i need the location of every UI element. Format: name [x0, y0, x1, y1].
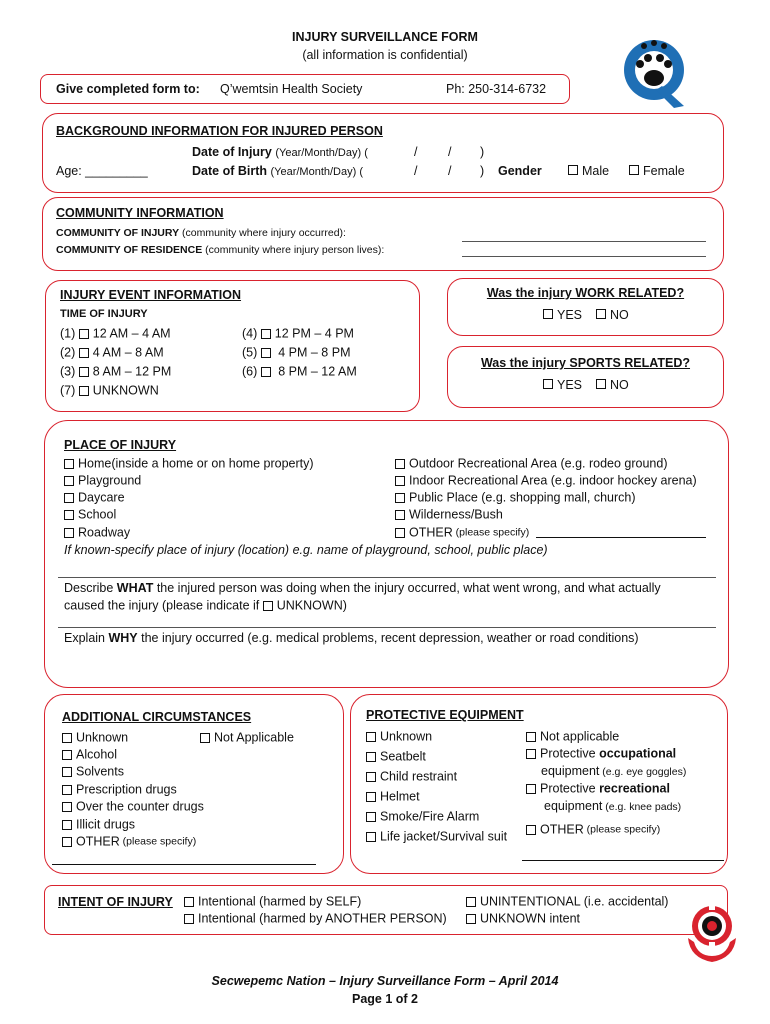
background-heading: BACKGROUND INFORMATION FOR INJURED PERSON	[56, 124, 383, 138]
checkbox-icon	[64, 510, 74, 520]
checkbox-icon	[395, 476, 405, 486]
page-number: Page 1 of 2	[352, 992, 418, 1006]
place-specify-note: If known-specify place of injury (location) e.g. name of playground, school, public place)	[64, 543, 548, 557]
checkbox-icon[interactable]	[263, 601, 273, 611]
checkbox-icon	[366, 752, 376, 762]
community-residence-label: COMMUNITY OF RESIDENCE	[56, 244, 203, 256]
checkbox-icon	[62, 733, 72, 743]
checkbox-icon	[543, 309, 553, 319]
additional-not-applicable[interactable]: Not Applicable	[200, 730, 294, 745]
community-injury-desc: (community where injury occurred):	[179, 227, 346, 239]
sports-question: Was the injury SPORTS RELATED?	[480, 356, 691, 370]
time-option-2[interactable]: (2) 4 AM – 8 AM	[60, 345, 164, 360]
place-public[interactable]: Public Place (e.g. shopping mall, church)	[395, 490, 636, 505]
place-wilderness[interactable]: Wilderness/Bush	[395, 507, 503, 522]
checkbox-icon	[64, 493, 74, 503]
additional-alcohol[interactable]: Alcohol	[62, 747, 117, 762]
checkbox-icon	[366, 772, 376, 782]
checkbox-icon	[466, 897, 476, 907]
place-outdoor-rec[interactable]: Outdoor Recreational Area (e.g. rodeo ground)	[395, 456, 668, 471]
checkbox-icon	[366, 832, 376, 842]
checkbox-icon	[64, 528, 74, 538]
additional-solvents[interactable]: Solvents	[62, 764, 124, 779]
time-option-1[interactable]: (1) 12 AM – 4 AM	[60, 326, 171, 341]
place-daycare[interactable]: Daycare	[64, 490, 125, 505]
gender-label: Gender	[498, 164, 542, 178]
community-injury-input[interactable]	[462, 241, 706, 242]
work-question: Was the injury WORK RELATED?	[486, 286, 685, 300]
protective-recreational-note: equipment (e.g. knee pads)	[544, 799, 682, 813]
checkbox-icon	[526, 784, 536, 794]
form-title: INJURY SURVEILLANCE FORM	[292, 30, 478, 44]
give-to-phone: Ph: 250-314-6732	[446, 82, 547, 96]
work-no-option[interactable]: NO	[596, 308, 629, 322]
what-prompt-line2: caused the injury (please indicate if UNKNOWN)	[64, 598, 347, 613]
time-option-3[interactable]: (3) 8 AM – 12 PM	[60, 364, 172, 379]
checkbox-icon	[526, 825, 536, 835]
checkbox-icon	[366, 732, 376, 742]
protective-occupational-note: equipment (e.g. eye goggles)	[541, 764, 687, 778]
time-option-4[interactable]: (4) 12 PM – 4 PM	[242, 326, 354, 341]
protective-unknown[interactable]: Unknown	[366, 729, 432, 744]
work-yes-option[interactable]: YES	[543, 308, 582, 322]
checkbox-icon	[543, 379, 553, 389]
checkbox-icon	[596, 379, 606, 389]
form-subtitle: (all information is confidential)	[302, 48, 468, 62]
protective-other-input[interactable]	[522, 860, 724, 861]
checkbox-icon	[64, 459, 74, 469]
protective-life-jacket[interactable]: Life jacket/Survival suit	[366, 829, 507, 844]
why-prompt: Explain WHY the injury occurred (e.g. medical problems, recent depression, weather or road conditions)	[64, 631, 639, 645]
protective-helmet[interactable]: Helmet	[366, 789, 420, 804]
place-heading: PLACE OF INJURY	[64, 438, 177, 452]
protective-recreational[interactable]: Protective recreational	[526, 781, 670, 796]
additional-other-input[interactable]	[52, 864, 316, 865]
checkbox-icon	[62, 802, 72, 812]
checkbox-icon	[366, 792, 376, 802]
additional-heading: ADDITIONAL CIRCUMSTANCES	[62, 710, 252, 724]
age-field[interactable]: Age: _________	[56, 164, 148, 178]
intent-unknown[interactable]: UNKNOWN intent	[466, 911, 580, 926]
dob-slash-1[interactable]: /	[414, 164, 418, 178]
checkbox-icon	[261, 329, 271, 339]
give-to-label: Give completed form to:	[56, 82, 200, 96]
checkbox-icon	[184, 914, 194, 924]
checkbox-icon	[64, 476, 74, 486]
date-of-injury-label: Date of Injury	[192, 145, 272, 159]
community-injury-label: COMMUNITY OF INJURY	[56, 227, 180, 239]
protective-child-restraint[interactable]: Child restraint	[366, 769, 457, 784]
checkbox-icon	[79, 329, 89, 339]
give-to-org: Q’wemtsin Health Society	[220, 82, 363, 96]
checkbox-icon	[395, 459, 405, 469]
event-heading: INJURY EVENT INFORMATION	[60, 288, 242, 302]
date-of-birth-label: Date of Birth	[192, 164, 267, 178]
time-heading: TIME OF INJURY	[60, 308, 148, 320]
checkbox-icon	[261, 348, 271, 358]
checkbox-icon[interactable]	[629, 165, 639, 175]
checkbox-icon	[466, 914, 476, 924]
date-of-birth-format: (Year/Month/Day) (	[270, 166, 364, 178]
sports-yes-option[interactable]: YES	[543, 378, 582, 392]
intent-another-person[interactable]: Intentional (harmed by ANOTHER PERSON)	[184, 911, 447, 926]
additional-otc[interactable]: Over the counter drugs	[62, 799, 204, 814]
protective-seatbelt[interactable]: Seatbelt	[366, 749, 426, 764]
place-school[interactable]: School	[64, 507, 116, 522]
protective-not-applicable[interactable]: Not applicable	[526, 729, 619, 744]
additional-other[interactable]: OTHER (please specify)	[62, 834, 196, 849]
footer-title: Secwepemc Nation – Injury Surveillance Form – April 2014	[211, 974, 559, 988]
checkbox-icon	[79, 386, 89, 396]
place-indoor-rec[interactable]: Indoor Recreational Area (e.g. indoor hockey arena)	[395, 473, 697, 488]
protective-occupational[interactable]: Protective occupational	[526, 746, 676, 761]
checkbox-icon	[62, 837, 72, 847]
checkbox-icon	[526, 749, 536, 759]
checkbox-icon	[62, 785, 72, 795]
place-divider-2	[58, 627, 716, 628]
date-of-injury-format: (Year/Month/Day) (	[275, 147, 368, 159]
qwemtsin-logo	[612, 34, 698, 110]
place-other-input[interactable]	[536, 537, 706, 538]
additional-illicit[interactable]: Illicit drugs	[62, 817, 135, 832]
doi-close: )	[480, 145, 485, 159]
checkbox-icon	[62, 750, 72, 760]
doi-slash-1[interactable]: /	[414, 145, 418, 159]
place-other[interactable]: OTHER (please specify)	[395, 525, 529, 540]
additional-unknown[interactable]: Unknown	[62, 730, 128, 745]
what-prompt: Describe WHAT the injured person was doing when the injury occurred, what went wrong, and what actually	[64, 581, 661, 595]
place-roadway[interactable]: Roadway	[64, 525, 130, 540]
checkbox-icon	[62, 767, 72, 777]
checkbox-icon	[526, 732, 536, 742]
place-playground[interactable]: Playground	[64, 473, 141, 488]
protective-smoke-alarm[interactable]: Smoke/Fire Alarm	[366, 809, 479, 824]
checkbox-icon	[261, 367, 271, 377]
dob-slash-2[interactable]: /	[448, 164, 452, 178]
protective-heading: PROTECTIVE EQUIPMENT	[366, 708, 524, 722]
checkbox-icon[interactable]	[568, 165, 578, 175]
intent-section	[44, 885, 728, 935]
checkbox-icon	[200, 733, 210, 743]
checkbox-icon	[395, 528, 405, 538]
doi-slash-2[interactable]: /	[448, 145, 452, 159]
checkbox-icon	[79, 367, 89, 377]
checkbox-icon	[366, 812, 376, 822]
checkbox-icon	[184, 897, 194, 907]
community-residence-desc: (community where injury person lives):	[202, 244, 385, 256]
intent-unintentional[interactable]: UNINTENTIONAL (i.e. accidental)	[466, 894, 668, 909]
gender-female-option[interactable]: Female	[629, 164, 685, 178]
intent-self[interactable]: Intentional (harmed by SELF)	[184, 894, 361, 909]
checkbox-icon	[79, 348, 89, 358]
sports-no-option[interactable]: NO	[596, 378, 629, 392]
dob-close: )	[480, 164, 485, 178]
time-option-6[interactable]: (6) 8 PM – 12 AM	[242, 364, 357, 379]
secwepemc-nation-logo	[682, 898, 742, 966]
time-option-5[interactable]: (5) 4 PM – 8 PM	[242, 345, 351, 360]
checkbox-icon	[395, 510, 405, 520]
time-option-7[interactable]: (7) UNKNOWN	[60, 383, 159, 398]
gender-male-option[interactable]: Male	[568, 164, 609, 178]
place-divider-1	[58, 577, 716, 578]
community-residence-input[interactable]	[462, 256, 706, 257]
community-heading: COMMUNITY INFORMATION	[56, 206, 224, 220]
checkbox-icon	[62, 820, 72, 830]
checkbox-icon	[596, 309, 606, 319]
place-home[interactable]: Home(inside a home or on home property)	[64, 456, 314, 471]
checkbox-icon	[395, 493, 405, 503]
intent-heading: INTENT OF INJURY	[58, 895, 173, 909]
protective-other[interactable]: OTHER (please specify)	[526, 822, 660, 837]
additional-prescription[interactable]: Prescription drugs	[62, 782, 177, 797]
